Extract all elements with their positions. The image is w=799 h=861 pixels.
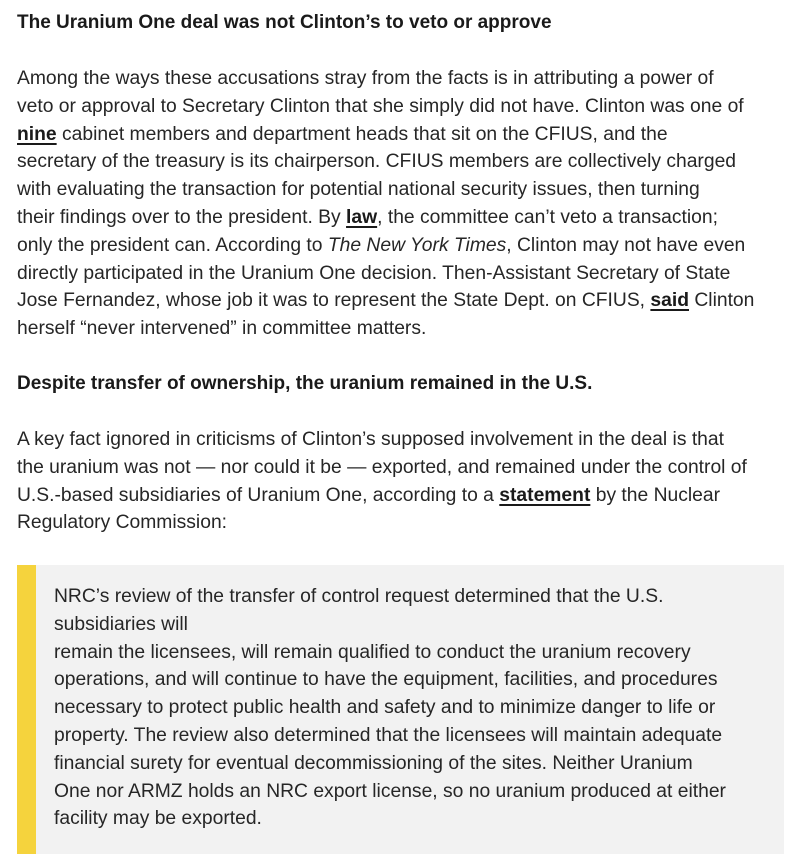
nrc-blockquote [17,565,784,854]
section-heading-uranium-remained: Despite transfer of ownership, the uranium remained in the U.S. [17,373,593,394]
paragraph-text: only the president can. According to [17,234,328,256]
publication-title: The New York Times [327,234,507,256]
statement-link[interactable]: statement [499,484,591,506]
quote-line: operations, and will continue to have the equipment, facilities, and procedures [54,669,718,691]
paragraph-line: A key fact ignored in criticisms of Clinton’s supposed involvement in the deal is that [17,429,724,450]
paragraph-line: Among the ways these accusations stray from the facts is in attributing a power of [17,68,714,89]
paragraph-line [17,232,792,260]
paragraph-text: cabinet members and department heads that sit on the CFIUS, and the [56,123,668,145]
law-link[interactable]: law [346,206,378,228]
quote-line: One nor ARMZ holds an NRC export license, so no uranium produced at either [54,780,726,802]
quote-line: remain the licensees, will remain qualified to conduct the uranium recovery [54,641,691,663]
paragraph-line: Regulatory Commission: [17,512,228,534]
paragraph-line: veto or approval to Secretary Clinton that she simply did not have. Clinton was one of [17,95,744,117]
quote-line: subsidiaries will [54,613,188,635]
paragraph-text: , Clinton may not have even [506,234,746,256]
paragraph-line [17,287,792,315]
quote-line: financial surety for eventual decommissioning of the sites. Neither Uranium [54,752,693,774]
paragraph-line [17,121,792,149]
paragraph-line [17,204,792,232]
quote-accent-bar [17,565,36,854]
paragraph-veto-power [17,65,792,343]
quote-text [54,583,774,833]
paragraph-text: U.S.-based subsidiaries of Uranium One, according to a [17,484,500,506]
paragraph-text: Clinton [689,290,755,312]
paragraph-uranium-control [17,426,792,537]
nine-link[interactable]: nine [17,123,57,145]
paragraph-line: secretary of the treasury is its chairperson. CFIUS members are collectively charged [17,151,737,173]
paragraph-line: herself “never intervened” in committee matters. [17,318,427,340]
paragraph-text: by the Nuclear [590,484,721,506]
paragraph-text: Jose Fernandez, whose job it was to represent the State Dept. on CFIUS, [17,290,651,312]
paragraph-line: with evaluating the transaction for potential national security issues, then turning [17,179,700,201]
paragraph-line [17,482,792,510]
quote-line: NRC’s review of the transfer of control request determined that the U.S. [54,586,664,607]
quote-line: necessary to protect public health and safety and to minimize danger to life or [54,697,716,719]
paragraph-line: the uranium was not — nor could it be — exported, and remained under the control of [17,456,747,478]
said-link[interactable]: said [650,290,689,312]
quote-line: facility may be exported. [54,808,262,830]
section-heading-veto: The Uranium One deal was not Clinton’s to veto or approve [17,12,552,33]
paragraph-text: , the committee can’t veto a transaction; [377,206,718,228]
paragraph-line: directly participated in the Uranium One decision. Then-Assistant Secretary of State [17,262,731,284]
paragraph-text: their findings over to the president. By [17,206,347,228]
quote-line: property. The review also determined that the licensees will maintain adequate [54,724,723,746]
